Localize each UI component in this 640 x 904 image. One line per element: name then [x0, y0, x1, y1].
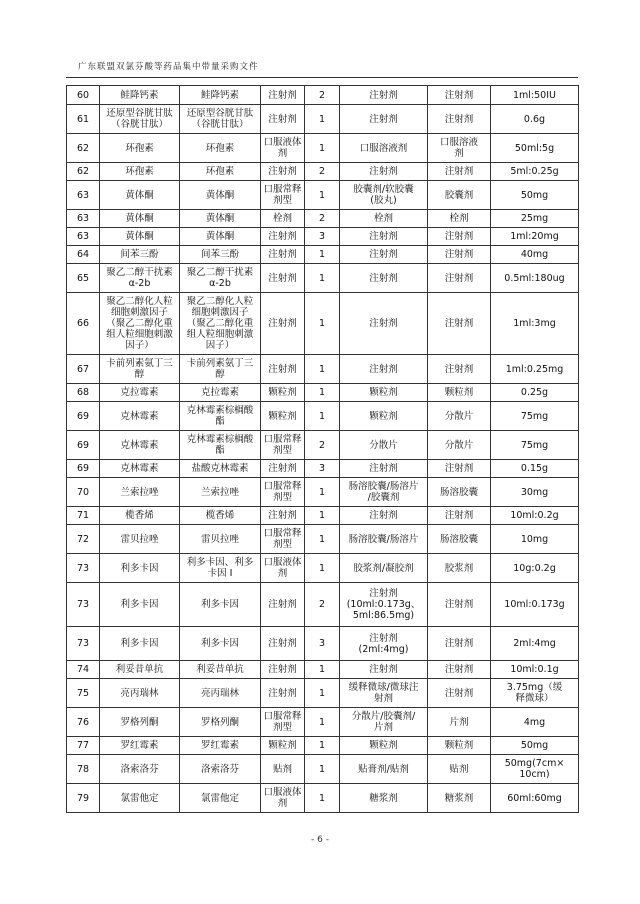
- cell-dosage-form: 注射剂: [340, 264, 428, 293]
- cell-common-name: 洛索洛芬: [180, 755, 261, 784]
- cell-dosage-category: 口服液体 剂: [261, 554, 305, 583]
- cell-dosage-category: 注射剂: [261, 264, 305, 293]
- cell-dosage-form: 注射剂: [340, 246, 428, 264]
- cell-generic-name: 克林霉素: [100, 402, 180, 431]
- cell-group-number: 1: [305, 708, 340, 737]
- table-row: [67, 583, 579, 627]
- cell-generic-name: 聚乙二醇化人粒 细胞刺激因子 （聚乙二醇化重 组人粒细胞刺激 因子）: [100, 293, 180, 355]
- cell-group-number: 1: [305, 134, 340, 163]
- cell-common-name: 盐酸克林霉素: [180, 460, 261, 478]
- cell-specification: 1ml:0.25mg: [491, 355, 579, 384]
- cell-common-name: 间苯三酚: [180, 246, 261, 264]
- cell-row-number: 73: [67, 554, 100, 583]
- cell-group-number: 1: [305, 105, 340, 134]
- cell-dosage-category: 注射剂: [261, 460, 305, 478]
- cell-dosage-form: 颗粒剂: [340, 384, 428, 402]
- cell-row-number: 70: [67, 478, 100, 507]
- cell-representative-form: 注射剂: [428, 105, 491, 134]
- cell-specification: 30mg: [491, 478, 579, 507]
- cell-dosage-category: 栓剂: [261, 210, 305, 228]
- cell-specification: 25mg: [491, 210, 579, 228]
- cell-dosage-category: 注射剂: [261, 679, 305, 708]
- cell-common-name: 黄体酮: [180, 210, 261, 228]
- cell-common-name: 利多卡因: [180, 583, 261, 627]
- cell-row-number: 78: [67, 755, 100, 784]
- cell-representative-form: 糖浆剂: [428, 784, 491, 813]
- cell-specification: 10ml:0.1g: [491, 661, 579, 679]
- cell-row-number: 61: [67, 105, 100, 134]
- cell-dosage-category: 注射剂: [261, 228, 305, 246]
- cell-common-name: 克林霉素棕榈酸 酯: [180, 431, 261, 460]
- cell-common-name: 罗红霉素: [180, 737, 261, 755]
- cell-dosage-form: 注射剂: [340, 355, 428, 384]
- cell-common-name: 利多卡因、利多 卡因 I: [180, 554, 261, 583]
- cell-specification: 10ml:0.2g: [491, 507, 579, 525]
- cell-common-name: 氯雷他定: [180, 784, 261, 813]
- cell-generic-name: 环孢素: [100, 163, 180, 181]
- cell-generic-name: 克拉霉素: [100, 384, 180, 402]
- cell-row-number: 73: [67, 583, 100, 627]
- cell-generic-name: 环孢素: [100, 134, 180, 163]
- cell-common-name: 雷贝拉唑: [180, 525, 261, 554]
- cell-generic-name: 罗格列酮: [100, 708, 180, 737]
- cell-group-number: 3: [305, 460, 340, 478]
- cell-dosage-category: 注射剂: [261, 293, 305, 355]
- cell-common-name: 榄香烯: [180, 507, 261, 525]
- cell-representative-form: 栓剂: [428, 210, 491, 228]
- cell-row-number: 63: [67, 210, 100, 228]
- cell-representative-form: 注射剂: [428, 163, 491, 181]
- cell-specification: 1ml:20mg: [491, 228, 579, 246]
- cell-dosage-form: 胶浆剂/凝胶剂: [340, 554, 428, 583]
- cell-group-number: 1: [305, 293, 340, 355]
- cell-row-number: 67: [67, 355, 100, 384]
- cell-row-number: 65: [67, 264, 100, 293]
- cell-specification: 50ml:5g: [491, 134, 579, 163]
- cell-row-number: 75: [67, 679, 100, 708]
- cell-group-number: 1: [305, 755, 340, 784]
- cell-representative-form: 口服溶液 剂: [428, 134, 491, 163]
- cell-common-name: 利妥昔单抗: [180, 661, 261, 679]
- cell-dosage-category: 注射剂: [261, 627, 305, 661]
- cell-dosage-category: 注射剂: [261, 661, 305, 679]
- cell-row-number: 77: [67, 737, 100, 755]
- cell-specification: 10mg: [491, 525, 579, 554]
- table-row: [67, 554, 579, 583]
- cell-generic-name: 卡前列素氨丁三 醇: [100, 355, 180, 384]
- cell-row-number: 69: [67, 402, 100, 431]
- cell-common-name: 卡前列素氨丁三 醇: [180, 355, 261, 384]
- cell-dosage-category: 注射剂: [261, 163, 305, 181]
- cell-dosage-form: 糖浆剂: [340, 784, 428, 813]
- table-row: [67, 525, 579, 554]
- cell-representative-form: 注射剂: [428, 661, 491, 679]
- cell-row-number: 62: [67, 134, 100, 163]
- cell-dosage-form: 注射剂: [340, 460, 428, 478]
- cell-generic-name: 黄体酮: [100, 181, 180, 210]
- cell-dosage-category: 口服液体 剂: [261, 134, 305, 163]
- cell-dosage-form: 注射剂: [340, 661, 428, 679]
- cell-representative-form: 胶浆剂: [428, 554, 491, 583]
- cell-dosage-form: 贴膏剂/贴剂: [340, 755, 428, 784]
- cell-specification: 0.6g: [491, 105, 579, 134]
- cell-dosage-form: 注射剂: [340, 163, 428, 181]
- cell-common-name: 利多卡因: [180, 627, 261, 661]
- cell-specification: 40mg: [491, 246, 579, 264]
- cell-group-number: 2: [305, 210, 340, 228]
- cell-common-name: 亮丙瑞林: [180, 679, 261, 708]
- cell-representative-form: 胶囊剂: [428, 181, 491, 210]
- cell-specification: 5ml:0.25g: [491, 163, 579, 181]
- cell-specification: 3.75mg（缓 释微球）: [491, 679, 579, 708]
- cell-generic-name: 间苯三酚: [100, 246, 180, 264]
- cell-representative-form: 注射剂: [428, 86, 491, 105]
- cell-row-number: 62: [67, 163, 100, 181]
- cell-dosage-category: 口服常释 剂型: [261, 181, 305, 210]
- cell-representative-form: 肠溶胶囊: [428, 478, 491, 507]
- cell-row-number: 79: [67, 784, 100, 813]
- cell-generic-name: 还原型谷胱甘肽 （谷胱甘肽）: [100, 105, 180, 134]
- cell-dosage-form: 注射剂: [340, 86, 428, 105]
- cell-row-number: 74: [67, 661, 100, 679]
- cell-specification: 10g:0.2g: [491, 554, 579, 583]
- cell-generic-name: 利妥昔单抗: [100, 661, 180, 679]
- cell-generic-name: 兰索拉唑: [100, 478, 180, 507]
- cell-common-name: 聚乙二醇化人粒 细胞刺激因子 （聚乙二醇化重 组人粒细胞刺激 因子）: [180, 293, 261, 355]
- cell-specification: 50mg(7cm× 10cm): [491, 755, 579, 784]
- cell-specification: 0.5ml:180ug: [491, 264, 579, 293]
- cell-group-number: 2: [305, 163, 340, 181]
- cell-group-number: 1: [305, 264, 340, 293]
- cell-common-name: 环孢素: [180, 163, 261, 181]
- cell-dosage-form: 注射剂: [340, 105, 428, 134]
- cell-row-number: 63: [67, 181, 100, 210]
- cell-dosage-category: 注射剂: [261, 507, 305, 525]
- cell-specification: 10ml:0.173g: [491, 583, 579, 627]
- cell-row-number: 73: [67, 627, 100, 661]
- cell-row-number: 68: [67, 384, 100, 402]
- table-row: [67, 210, 579, 228]
- cell-representative-form: 注射剂: [428, 228, 491, 246]
- cell-group-number: 1: [305, 525, 340, 554]
- table-row: [67, 293, 579, 355]
- table-row: [67, 264, 579, 293]
- cell-common-name: 兰索拉唑: [180, 478, 261, 507]
- cell-dosage-category: 注射剂: [261, 355, 305, 384]
- cell-specification: 60ml:60mg: [491, 784, 579, 813]
- cell-generic-name: 氯雷他定: [100, 784, 180, 813]
- cell-row-number: 76: [67, 708, 100, 737]
- cell-group-number: 1: [305, 355, 340, 384]
- cell-representative-form: 注射剂: [428, 460, 491, 478]
- cell-group-number: 1: [305, 402, 340, 431]
- table-row: [67, 355, 579, 384]
- cell-representative-form: 片剂: [428, 708, 491, 737]
- table-row: [67, 384, 579, 402]
- cell-representative-form: 贴剂: [428, 755, 491, 784]
- table-row: [67, 679, 579, 708]
- cell-dosage-category: 注射剂: [261, 246, 305, 264]
- cell-dosage-form: 颗粒剂: [340, 402, 428, 431]
- cell-group-number: 3: [305, 627, 340, 661]
- cell-generic-name: 利多卡因: [100, 583, 180, 627]
- cell-common-name: 黄体酮: [180, 181, 261, 210]
- cell-common-name: 还原型谷胱甘肽 （谷胱甘肽）: [180, 105, 261, 134]
- cell-common-name: 聚乙二醇干扰素 α-2b: [180, 264, 261, 293]
- cell-group-number: 1: [305, 181, 340, 210]
- cell-group-number: 1: [305, 679, 340, 708]
- cell-common-name: 鲑降钙素: [180, 86, 261, 105]
- cell-representative-form: 注射剂: [428, 583, 491, 627]
- cell-generic-name: 榄香烯: [100, 507, 180, 525]
- table-row: [67, 661, 579, 679]
- cell-dosage-category: 口服常释 剂型: [261, 478, 305, 507]
- cell-specification: 50mg: [491, 737, 579, 755]
- drug-table: [66, 85, 579, 813]
- cell-representative-form: 注射剂: [428, 264, 491, 293]
- cell-dosage-form: 分散片: [340, 431, 428, 460]
- cell-dosage-category: 颗粒剂: [261, 737, 305, 755]
- table-row: [67, 460, 579, 478]
- cell-dosage-form: 注射剂: [340, 507, 428, 525]
- table-row: [67, 627, 579, 661]
- cell-generic-name: 利多卡因: [100, 627, 180, 661]
- cell-dosage-category: 贴剂: [261, 755, 305, 784]
- cell-generic-name: 黄体酮: [100, 210, 180, 228]
- cell-row-number: 71: [67, 507, 100, 525]
- cell-representative-form: 注射剂: [428, 293, 491, 355]
- cell-dosage-form: 颗粒剂: [340, 737, 428, 755]
- cell-representative-form: 分散片: [428, 431, 491, 460]
- table-row: [67, 784, 579, 813]
- cell-group-number: 2: [305, 431, 340, 460]
- cell-specification: 1ml:3mg: [491, 293, 579, 355]
- table-row: [67, 228, 579, 246]
- cell-dosage-category: 口服常释 剂型: [261, 431, 305, 460]
- cell-group-number: 1: [305, 554, 340, 583]
- cell-dosage-category: 注射剂: [261, 86, 305, 105]
- cell-row-number: 72: [67, 525, 100, 554]
- table-row: [67, 86, 579, 105]
- cell-dosage-form: 肠溶胶囊/肠溶片: [340, 525, 428, 554]
- cell-row-number: 66: [67, 293, 100, 355]
- cell-representative-form: 注射剂: [428, 679, 491, 708]
- cell-generic-name: 克林霉素: [100, 431, 180, 460]
- cell-dosage-category: 颗粒剂: [261, 384, 305, 402]
- cell-group-number: 1: [305, 784, 340, 813]
- cell-row-number: 63: [67, 228, 100, 246]
- table-row: [67, 246, 579, 264]
- cell-common-name: 克拉霉素: [180, 384, 261, 402]
- table-row: [67, 402, 579, 431]
- table-body: [67, 86, 579, 813]
- cell-representative-form: 注射剂: [428, 627, 491, 661]
- cell-group-number: 1: [305, 478, 340, 507]
- table-row: [67, 105, 579, 134]
- cell-dosage-form: 注射剂 (10ml:0.173g、 5ml:86.5mg): [340, 583, 428, 627]
- cell-group-number: 3: [305, 228, 340, 246]
- cell-representative-form: 颗粒剂: [428, 384, 491, 402]
- cell-representative-form: 注射剂: [428, 507, 491, 525]
- cell-generic-name: 罗红霉素: [100, 737, 180, 755]
- cell-generic-name: 聚乙二醇干扰素 α-2b: [100, 264, 180, 293]
- cell-specification: 0.15g: [491, 460, 579, 478]
- table-row: [67, 507, 579, 525]
- cell-dosage-form: 口服溶液剂: [340, 134, 428, 163]
- cell-dosage-form: 栓剂: [340, 210, 428, 228]
- cell-specification: 50mg: [491, 181, 579, 210]
- cell-generic-name: 利多卡因: [100, 554, 180, 583]
- table-row: [67, 708, 579, 737]
- cell-dosage-category: 注射剂: [261, 583, 305, 627]
- cell-dosage-form: 注射剂: [340, 228, 428, 246]
- cell-specification: 75mg: [491, 431, 579, 460]
- cell-row-number: 64: [67, 246, 100, 264]
- cell-dosage-category: 口服常释 剂型: [261, 708, 305, 737]
- cell-specification: 1ml:50IU: [491, 86, 579, 105]
- cell-representative-form: 注射剂: [428, 355, 491, 384]
- cell-specification: 75mg: [491, 402, 579, 431]
- cell-common-name: 克林霉素棕榈酸 酯: [180, 402, 261, 431]
- cell-representative-form: 肠溶胶囊: [428, 525, 491, 554]
- cell-dosage-form: 注射剂: [340, 293, 428, 355]
- cell-common-name: 环孢素: [180, 134, 261, 163]
- cell-specification: 2ml:4mg: [491, 627, 579, 661]
- cell-group-number: 1: [305, 737, 340, 755]
- table-row: [67, 431, 579, 460]
- cell-generic-name: 鲑降钙素: [100, 86, 180, 105]
- cell-generic-name: 克林霉素: [100, 460, 180, 478]
- cell-representative-form: 分散片: [428, 402, 491, 431]
- cell-group-number: 1: [305, 661, 340, 679]
- cell-specification: 0.25g: [491, 384, 579, 402]
- cell-group-number: 1: [305, 507, 340, 525]
- cell-dosage-form: 胶囊剂/软胶囊 (胶丸): [340, 181, 428, 210]
- cell-row-number: 60: [67, 86, 100, 105]
- table-row: [67, 181, 579, 210]
- table-row: [67, 478, 579, 507]
- page-number: - 6 -: [311, 835, 329, 845]
- table-row: [67, 163, 579, 181]
- table-row: [67, 134, 579, 163]
- cell-representative-form: 颗粒剂: [428, 737, 491, 755]
- cell-dosage-form: 肠溶胶囊/肠溶片 /胶囊剂: [340, 478, 428, 507]
- cell-group-number: 2: [305, 86, 340, 105]
- document-header: 广东联盟双氯芬酸等药品集中带量采购文件: [78, 62, 259, 72]
- cell-group-number: 2: [305, 583, 340, 627]
- header-rule: [66, 77, 578, 78]
- cell-dosage-form: 缓释微球/微球注 射剂: [340, 679, 428, 708]
- cell-dosage-form: 注射剂 (2ml:4mg): [340, 627, 428, 661]
- table-row: [67, 737, 579, 755]
- cell-dosage-category: 注射剂: [261, 105, 305, 134]
- cell-dosage-category: 口服液体 剂: [261, 784, 305, 813]
- cell-representative-form: 注射剂: [428, 246, 491, 264]
- cell-generic-name: 洛索洛芬: [100, 755, 180, 784]
- cell-dosage-category: 口服常释 剂型: [261, 525, 305, 554]
- cell-dosage-form: 分散片/胶囊剂/ 片剂: [340, 708, 428, 737]
- cell-common-name: 黄体酮: [180, 228, 261, 246]
- cell-generic-name: 雷贝拉唑: [100, 525, 180, 554]
- cell-row-number: 69: [67, 460, 100, 478]
- cell-common-name: 罗格列酮: [180, 708, 261, 737]
- cell-row-number: 69: [67, 431, 100, 460]
- cell-generic-name: 亮丙瑞林: [100, 679, 180, 708]
- cell-specification: 4mg: [491, 708, 579, 737]
- table-row: [67, 755, 579, 784]
- cell-generic-name: 黄体酮: [100, 228, 180, 246]
- cell-dosage-category: 颗粒剂: [261, 402, 305, 431]
- cell-group-number: 1: [305, 384, 340, 402]
- cell-group-number: 1: [305, 246, 340, 264]
